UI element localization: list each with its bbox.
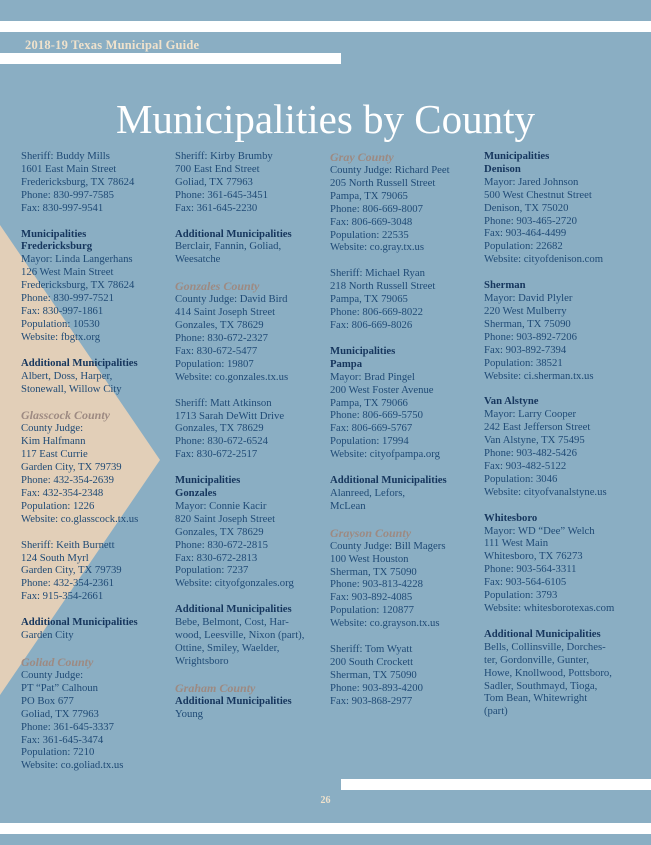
section-heading: Additional Municipalities [175,227,292,240]
section-heading: Municipalities [175,474,241,487]
spacer [175,590,304,603]
entry-line: 1601 East Main Street [21,162,117,175]
entry-line: Fax: 915-354-2661 [21,590,104,603]
entry-line: Berclair, Fannin, Goliad, [175,240,282,253]
entry-line: 200 West Foster Avenue [330,383,434,396]
entry-line: ter, Gordonville, Gunter, [484,653,590,666]
entry-line: Phone: 903-564-3311 [484,563,577,576]
entry-line: Garden City, TX 79739 [21,461,122,474]
spacer [330,332,450,345]
county-heading: Grayson County [330,525,412,540]
entry-line: Fax: 432-354-2348 [21,486,104,499]
entry-line: Weesatche [175,253,221,266]
entry-line: 414 Saint Joseph Street [175,306,276,319]
entry-line: Website: whitesborotexas.com [484,602,615,614]
entry-line: Denison, TX 75020 [484,201,569,214]
entry-line: 1713 Sarah DeWitt Drive [175,409,285,422]
entry-line: 126 West Main Street [21,266,114,279]
entry-line: Fax: 806-669-5767 [330,422,413,435]
entry-line: Website: cityofvanalstyne.us [484,485,607,498]
entry-line: Phone: 903-813-4228 [330,578,423,591]
county-heading: Goliad County [21,655,94,669]
entry-line: wood, Leesville, Nixon (part), [175,629,305,642]
entry-line: Mayor: Jared Johnson [484,175,579,188]
entry-line: Ottine, Smiley, Waelder, [175,642,280,654]
spacer [21,344,138,357]
entry-line: Population: 3793 [484,589,558,602]
bottom-rule [0,823,651,834]
entry-line: Mayor: David Plyler [484,292,573,305]
entry-line: Phone: 830-672-6524 [175,435,268,448]
entry-line: Website: co.glasscock.tx.us [21,512,139,525]
spacer [484,615,614,628]
column-4 [484,150,614,718]
entry-line: Wrightsboro [175,654,229,667]
entry-line: Website: cityofpampa.org [330,448,440,461]
entry-line: 117 East Currie [21,448,88,461]
entry-line: Website: cityofgonzales.org [175,577,294,590]
section-heading: Additional Municipalities [330,474,447,487]
column-1 [21,150,138,772]
entry-line: 500 West Chestnut Street [484,188,592,201]
section-heading: Additional Municipalities [21,616,138,629]
entry-line: 205 North Russell Street [330,176,436,189]
entry-line: Population: 22535 [330,228,409,241]
entry-line: Gonzales, TX 78629 [175,319,264,332]
entry-line: Garden City, TX 79739 [21,564,122,577]
section-heading: Municipalities [21,227,87,240]
entry-line: Phone: 830-997-7521 [21,292,114,305]
entry-line: Fax: 830-672-2517 [175,448,258,461]
section-heading: Van Alstyne [484,395,539,408]
entry-line: Fax: 903-892-4085 [330,591,413,604]
spacer [175,384,304,397]
entry-line: Phone: 361-645-3337 [21,720,114,733]
entry-line: Phone: 806-669-5750 [330,409,423,422]
entry-line: Population: 19807 [175,357,254,370]
page-title: Municipalities by County [115,96,536,142]
entry-line: 700 East End Street [175,162,260,175]
entry-line: Population: 1226 [21,499,95,512]
entry-line: Population: 10530 [21,317,100,330]
spacer [484,266,614,279]
entry-line: Fax: 806-669-8026 [330,318,413,331]
entry-line: PT “Pat” Calhoun [21,681,98,694]
entry-line: Mayor: Connie Kacir [175,499,267,512]
entry-line: Fredericksburg, TX 78624 [21,279,135,292]
entry-line: Fax: 830-672-2813 [175,551,258,564]
entry-line: Population: 7237 [175,564,249,577]
section-heading: Denison [484,162,521,175]
county-heading: Glasscock County [21,408,111,423]
entry-line: Phone: 806-669-8007 [330,202,423,215]
entry-line: Phone: 903-482-5426 [484,447,577,460]
county-heading: Graham County [175,680,256,695]
section-heading: Municipalities [330,344,396,357]
entry-line: McLean [330,499,366,512]
entry-line: Sherman, TX 75090 [330,668,417,681]
entry-line: Website: co.gonzales.tx.us [175,370,289,383]
page-number: 26 [320,795,331,806]
entry-line: Whitesboro, TX 76273 [484,550,583,563]
entry-line: County Judge: David Bird [175,293,288,306]
spacer [484,382,614,395]
entry-line: 218 North Russell Street [330,280,436,293]
entry-line: Population: 38521 [484,356,563,369]
entry-line: County Judge: Richard Peet [330,164,450,176]
entry-line: Sheriff: Buddy Mills [21,150,110,162]
spacer [330,630,450,643]
entry-line: Phone: 903-465-2720 [484,214,577,227]
spacer [175,215,304,228]
column-2 [175,150,304,721]
county-heading: Gonzales County [175,279,260,294]
entry-line: Sadler, Southmayd, Tioga, [484,679,598,692]
section-heading: Pampa [330,357,363,370]
entry-line: Bells, Collinsville, Dorches- [484,640,606,653]
entry-line: 111 West Main [484,537,549,550]
entry-line: Alanreed, Lefors, [330,486,406,499]
entry-line: Bebe, Belmont, Cost, Har- [175,616,289,629]
section-heading: Sherman [484,279,526,292]
spacer [21,603,138,616]
entry-line: Sherman, TX 75090 [484,317,571,330]
section-heading: Whitesboro [484,511,538,524]
entry-line: Website: co.gray.tx.us [330,241,425,254]
entry-line: Sheriff: Michael Ryan [330,267,425,280]
entry-line: Pampa, TX 79066 [330,396,408,409]
entry-line: Stonewall, Willow City [21,382,122,395]
footer-rule-right [341,779,651,790]
county-heading: Gray County [330,150,394,164]
entry-line: Fax: 903-464-4499 [484,227,567,240]
entry-line: Young [175,707,204,720]
entry-line: Phone: 830-672-2815 [175,538,268,551]
entry-line: Population: 7210 [21,746,95,759]
entry-line: Population: 3046 [484,472,558,485]
entry-line: Phone: 830-997-7585 [21,188,114,201]
entry-line: (part) [484,705,508,718]
entry-line: Howe, Knollwood, Pottsboro, [484,666,612,679]
entry-line: Mayor: Larry Cooper [484,408,577,421]
entry-line: 200 South Crockett [330,656,414,668]
entry-line: PO Box 677 [21,694,74,707]
entry-line: Mayor: WD “Dee” Welch [484,524,595,537]
entry-line: Fax: 361-645-3474 [21,733,104,746]
entry-line: Sheriff: Keith Burnett [21,538,115,551]
entry-line: 100 West Houston [330,552,409,565]
entry-line: Website: cityofdenison.com [484,253,604,266]
spacer [330,254,450,267]
entry-line: Website: co.goliad.tx.us [21,759,124,772]
entry-line: Mayor: Linda Langerhans [21,253,133,266]
section-heading: Additional Municipalities [484,627,601,640]
entry-line: Albert, Doss, Harper, [21,369,113,382]
entry-line: Fax: 830-672-5477 [175,344,258,357]
entry-line: Phone: 432-354-2361 [21,577,114,590]
entry-line: Goliad, TX 77963 [21,707,99,720]
entry-line: Gonzales, TX 78629 [175,422,264,435]
entry-line: Website: fbgtx.org [21,330,101,343]
entry-line: Phone: 903-892-7206 [484,330,577,343]
section-heading: Additional Municipalities [175,694,292,707]
entry-line: Van Alstyne, TX 75495 [484,434,585,447]
entry-line: Fredericksburg, TX 78624 [21,175,135,188]
entry-line: Tom Bean, Whitewright [484,692,588,705]
guide-title: 2018-19 Texas Municipal Guide [25,38,200,52]
section-heading: Fredericksburg [21,240,93,253]
entry-line: 124 South Myrl [21,551,89,564]
entry-line: Goliad, TX 77963 [175,175,253,188]
section-heading: Municipalities [484,150,550,162]
spacer [21,526,138,539]
entry-line: Fax: 903-482-5122 [484,459,567,472]
section-heading: Additional Municipalities [21,356,138,369]
entry-line: Fax: 830-997-1861 [21,304,104,317]
entry-line: County Judge: [21,669,84,681]
entry-line: Gonzales, TX 78629 [175,525,264,538]
entry-line: County Judge: Bill Magers [330,539,446,552]
entry-line: Phone: 361-645-3451 [175,188,268,201]
entry-line: Sheriff: Kirby Brumby [175,150,273,162]
spacer [21,395,138,408]
entry-line: Phone: 432-354-2639 [21,474,114,487]
entry-line: Pampa, TX 79065 [330,293,408,306]
entry-line: Fax: 903-892-7394 [484,343,567,356]
entry-line: Sheriff: Tom Wyatt [330,643,413,656]
entry-line: Population: 120877 [330,604,415,617]
spacer [21,215,138,228]
spacer [175,461,304,474]
entry-line: County Judge: [21,422,84,435]
spacer [175,668,304,681]
spacer [330,513,450,526]
entry-line: Population: 22682 [484,240,563,253]
spacer [175,266,304,279]
entry-line: Mayor: Brad Pingel [330,370,415,383]
entry-line: Population: 17994 [330,435,409,448]
section-heading: Additional Municipalities [175,603,292,616]
entry-line: 242 East Jefferson Street [484,421,591,434]
column-3 [330,150,450,708]
spacer [21,642,138,655]
entry-line: Pampa, TX 79065 [330,189,408,202]
entry-line: Phone: 830-672-2327 [175,331,268,344]
entry-line: Website: ci.sherman.tx.us [484,369,594,382]
entry-line: 820 Saint Joseph Street [175,512,276,525]
entry-line: Fax: 361-645-2230 [175,201,258,214]
header-rule [0,53,341,64]
section-heading: Gonzales [175,487,217,500]
entry-line: Website: co.grayson.tx.us [330,617,440,630]
entry-line: Fax: 903-868-2977 [330,694,413,707]
entry-line: 220 West Mulberry [484,304,567,317]
spacer [484,499,614,512]
entry-line: Fax: 830-997-9541 [21,201,104,214]
entry-line: Fax: 903-564-6105 [484,576,567,589]
spacer [330,461,450,474]
top-rule [0,21,651,32]
entry-line: Sherman, TX 75090 [330,565,417,578]
entry-line: Kim Halfmann [21,435,86,448]
entry-line: Garden City [21,629,74,642]
entry-line: Phone: 806-669-8022 [330,306,423,319]
entry-line: Fax: 806-669-3048 [330,215,413,228]
entry-line: Sheriff: Matt Atkinson [175,396,272,409]
entry-line: Phone: 903-893-4200 [330,681,423,694]
